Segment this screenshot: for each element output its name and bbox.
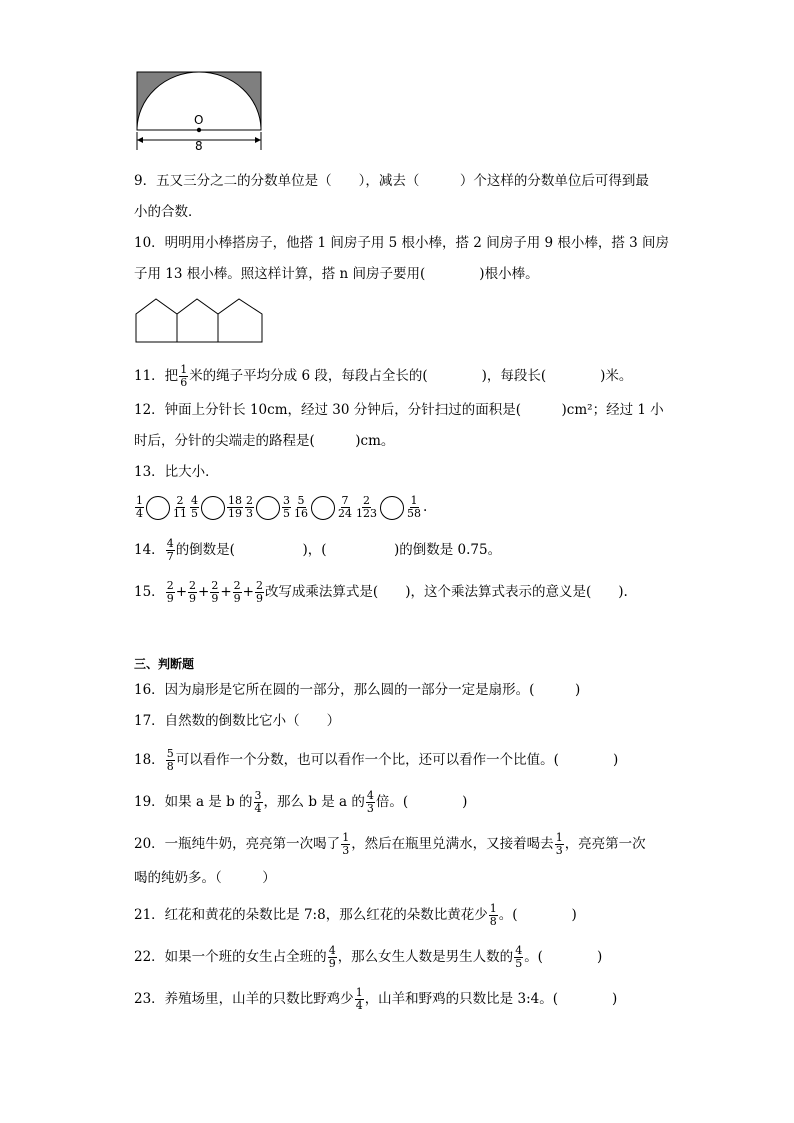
q18: 18． $\frac{5}{8}$ 可以看作一个分数，也可以看作一个比，还可以看作一个比值。( ) (134, 747, 619, 773)
q13-pair1-right: $\frac{2}{11}$ (173, 494, 187, 520)
q13-pair4-left: $\frac{5}{16}$ (294, 494, 308, 520)
q10-line2: 子用 13 根小棒。照这样计算，搭 n 间房子要用( )根小棒。 (134, 266, 539, 282)
q13-title: 13．比大小． (134, 464, 219, 480)
q20-line1: 20．一瓶纯牛奶，亮亮第一次喝了 $\frac{1}{3}$ ，然后在瓶里兑满水，又接着喝去 $\frac{1}{3}$ ，亮亮第一次 (134, 831, 646, 857)
q17: 17．自然数的倒数比它小（ ） (134, 713, 341, 729)
q14: 14． $\frac{4}{7}$ 的倒数是( )，( )的倒数是 0.75。 (134, 537, 502, 563)
q23-fraction: $\frac{1}{4}$ (355, 986, 363, 1012)
q15-term4: $\frac{2}{9}$ (233, 579, 241, 605)
width-label: 8 (195, 139, 203, 152)
q10-line1: 10．明明用小棒搭房子，他搭 1 间房子用 5 根小棒，搭 2 间房子用 9 根小棒，搭 3 间房 (134, 235, 670, 251)
houses-figure (134, 296, 266, 344)
q18-fraction: $\frac{5}{8}$ (166, 747, 174, 773)
q13-compare-circle-3[interactable] (256, 496, 280, 520)
center-label: O (194, 113, 204, 127)
q15-term3: $\frac{2}{9}$ (211, 579, 219, 605)
q13-pair2-right: $\frac{18}{19}$ (228, 494, 242, 520)
q13-compare-circle-5[interactable] (380, 496, 404, 520)
q13-compare-circle-1[interactable] (146, 496, 170, 520)
q13-pair4-right: $\frac{7}{24}$ (338, 494, 352, 520)
q14-fraction: $\frac{4}{7}$ (166, 537, 174, 563)
q13-pair2-left: $\frac{4}{5}$ (191, 494, 198, 520)
q19-fraction-2: $\frac{4}{3}$ (366, 789, 374, 815)
q21-fraction: $\frac{1}{8}$ (489, 902, 497, 928)
q15-term5: $\frac{2}{9}$ (255, 579, 263, 605)
q9-line2: 小的合数． (134, 204, 202, 220)
q11-fraction: $\frac{1}{6}$ (180, 363, 188, 389)
q13-compare-row: $\frac{1}{4}$ $\frac{2}{11}$ $\frac{4}{5}$ $\frac{18}{19}$ $\frac{2}{3}$ $\frac{3}{5}$ $\frac{5}{16}$ $\frac{7}{24}$ $\frac{2}{123}$ $\frac{1}{58}$ . (136, 494, 428, 520)
q9-line1: 9．五又三分之二的分数单位是（ ），减去（ ）个这样的分数单位后可得到最 (134, 173, 649, 189)
q19-fraction-1: $\frac{3}{4}$ (254, 789, 262, 815)
q19: 19．如果 a 是 b 的 $\frac{3}{4}$ ，那么 b 是 a 的 $\frac{4}{3}$ 倍。( ) (134, 789, 468, 815)
q22: 22．如果一个班的女生占全班的 $\frac{4}{9}$ ，那么女生人数是男生人数的 $\frac{4}{5}$ 。( ) (134, 944, 603, 970)
q22-fraction-2: $\frac{4}{5}$ (515, 944, 523, 970)
q23: 23．养殖场里，山羊的只数比野鸡少 $\frac{1}{4}$ ，山羊和野鸡的只数比是 3:4。( ) (134, 986, 618, 1012)
q12-line1: 12．钟面上分针长 10cm，经过 30 分钟后，分针扫过的面积是( )cm²；经过 1 小 (134, 402, 664, 418)
q13-pair1-left: $\frac{1}{4}$ (136, 494, 143, 520)
q13-compare-circle-4[interactable] (311, 496, 335, 520)
section-3-title: 三、判断题 (134, 657, 195, 671)
q12-line2: 时后，分针的尖端走的路程是( )cm。 (134, 433, 395, 449)
q15: 15． $\frac{2}{9}$ + $\frac{2}{9}$ + $\frac{2}{9}$ + $\frac{2}{9}$ + $\frac{2}{9}$ 改写成乘法算式是( )，这个乘法算式表示的意义是( ). (134, 579, 628, 605)
q16: 16．因为扇形是它所在圆的一部分，那么圆的一部分一定是扇形。( ) (134, 682, 581, 698)
q13-pair5-right: $\frac{1}{58}$ (407, 494, 421, 520)
q20-fraction-2: $\frac{1}{3}$ (555, 831, 563, 857)
q15-term2: $\frac{2}{9}$ (189, 579, 196, 605)
q13-pair3-right: $\frac{3}{5}$ (283, 494, 290, 520)
q13-pair5-left: $\frac{2}{123}$ (356, 494, 377, 520)
q13-pair3-left: $\frac{2}{3}$ (246, 494, 253, 520)
q11: 11．把 $\frac{1}{6}$ 米的绳子平均分成 6 段，每段占全长的( )，每段长( )米。 (134, 363, 633, 389)
q21: 21．红花和黄花的朵数比是 7:8，那么红花的朵数比黄花少 $\frac{1}{8}$ 。( ) (134, 902, 577, 928)
semicircle-figure (134, 70, 264, 152)
q22-fraction-1: $\frac{4}{9}$ (328, 944, 336, 970)
q15-term1: $\frac{2}{9}$ (166, 579, 174, 605)
q20-line2: 喝的纯奶多。（ ） (134, 870, 276, 886)
q20-fraction-1: $\frac{1}{3}$ (342, 831, 350, 857)
q13-compare-circle-2[interactable] (201, 496, 225, 520)
